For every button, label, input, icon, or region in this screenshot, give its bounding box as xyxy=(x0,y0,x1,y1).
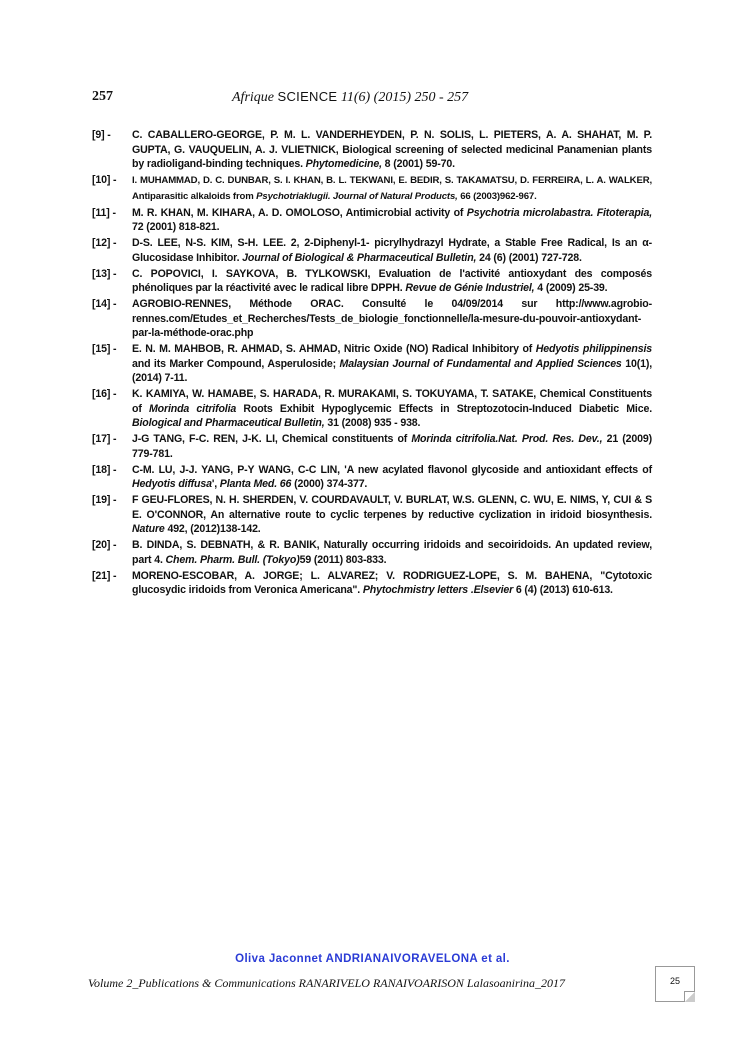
reference-italic: Chem. Pharm. Bull. (Tokyo) xyxy=(165,553,300,566)
reference-number: [18] - xyxy=(92,463,117,476)
reference-segment: C. CABALLERO-GEORGE, P. M. L. VANDERHEYDEN, P. N. SOLIS, L. PIETERS, A. A. SHAHAT, M. P. GUPTA, G. VAUQUELIN, A. J. VLIETNICK, Biological screening of selected medicinal Panamenian plants by radioligand-binding techniques. xyxy=(132,129,652,170)
reference-segment: M. R. KHAN, M. KIHARA, A. D. OMOLOSO, Antimicrobial activity of xyxy=(132,206,467,219)
reference-italic: Nature xyxy=(132,523,165,535)
reference-text xyxy=(132,538,652,567)
reference-number: [17] - xyxy=(92,433,117,445)
reference-segment: 72 (2001) 818-821. xyxy=(132,221,220,233)
reference-number: [16] - xyxy=(92,388,117,400)
reference-italic: Hedyotis philippinensis xyxy=(535,343,652,355)
reference-item xyxy=(92,538,652,567)
reference-item xyxy=(92,342,652,386)
reference-item xyxy=(92,493,652,537)
reference-segment: B. DINDA, S. DEBNATH, & R. BANIK, Naturally occurring iridoids and secoiridoids. An updated review, part 4. xyxy=(132,539,652,566)
reference-number: [15] - xyxy=(92,343,117,355)
journal-afrique: Afrique xyxy=(232,90,274,105)
reference-text xyxy=(132,432,652,461)
journal-volume: 11(6) (2015) 250 - 257 xyxy=(340,90,469,105)
reference-segment: MORENO-ESCOBAR, A. JORGE; L. ALVAREZ; V. RODRIGUEZ-LOPE, S. M. BAHENA, "Cytotoxic glucosydic iridoids from Veronica Americana". xyxy=(132,569,652,596)
reference-italic: Psychotriaklugii. Journal of Natural Products, xyxy=(256,190,458,202)
reference-segment: (2000) 374-377. xyxy=(291,478,368,490)
reference-italic: Psychotria microlabastra. Fitoterapia, xyxy=(466,206,652,219)
reference-item xyxy=(92,569,652,598)
reference-italic: Revue de Génie Industriel, xyxy=(405,282,535,294)
reference-number: [10] - xyxy=(92,174,117,186)
reference-text xyxy=(132,128,652,172)
reference-segment: 10(1), (2014) 7-11. xyxy=(132,357,652,384)
reference-item xyxy=(92,463,652,492)
reference-item xyxy=(92,387,652,431)
reference-italic: Planta Med. 66 xyxy=(219,478,292,490)
reference-italic: Morinda citrifolia.Nat. Prod. Res. Dev., xyxy=(411,433,603,445)
reference-number: [19] - xyxy=(92,494,117,506)
reference-item xyxy=(92,206,652,235)
reference-segment: C. POPOVICI, I. SAYKOVA, B. TYLKOWSKI, Evaluation de l'activité antioxydant des composés phénoliques par la réactivité avec le radical libre DPPH. xyxy=(132,267,652,294)
page-number-box xyxy=(655,966,695,1002)
reference-segment: E. N. M. MAHBOB, R. AHMAD, S. AHMAD, Nitric Oxide (NO) Radical Inhibitory of xyxy=(132,343,536,355)
reference-text xyxy=(132,206,652,235)
reference-list xyxy=(92,128,652,599)
reference-segment: 492, (2012)138-142. xyxy=(164,523,261,535)
reference-number: [21] - xyxy=(92,569,117,582)
reference-text xyxy=(132,493,652,537)
reference-item xyxy=(92,267,652,296)
reference-segment: 4 (2009) 25-39. xyxy=(534,282,608,294)
journal-science: SCIENCE xyxy=(277,89,338,104)
author-line: Oliva Jaconnet ANDRIANAIVORAVELONA et al. xyxy=(235,953,510,965)
reference-italic: Malaysian Journal of Fundamental and Applied Sciences xyxy=(339,357,622,370)
reference-italic: Phytomedicine, xyxy=(305,158,382,170)
reference-text xyxy=(132,236,652,265)
page-fold-icon xyxy=(684,991,695,1002)
reference-segment: D-S. LEE, N-S. KIM, S-H. LEE. 2, 2-Diphenyl-1- picrylhydrazyl Hydrate, a Stable Free Radical, Is an α-Glucosidase Inhibitor. xyxy=(132,237,652,264)
reference-segment: 24 (6) (2001) 727-728. xyxy=(476,251,582,264)
reference-segment: F GEU-FLORES, N. H. SHERDEN, V. COURDAVAULT, V. BURLAT, W.S. GLENN, C. WU, E. NIMS, Y, CUI & S E. O'CONNOR, An alternative route to cyclic terpenes by reductive cyclization in iridoid biosynthesis. xyxy=(132,494,652,521)
reference-text xyxy=(132,297,652,341)
reference-segment: AGROBIO-RENNES, Méthode ORAC. Consulté le 04/09/2014 sur http://www.agrobio-rennes.com/Etudes_et_Recherches/Tests_de_biologie_fonctionnelle/la-mesure-du-pouvoir-antioxydant-par-la-méthode-orac.php xyxy=(132,298,652,339)
reference-item xyxy=(92,297,652,341)
reference-item xyxy=(92,173,652,204)
reference-number: [13] - xyxy=(92,267,117,280)
reference-item xyxy=(92,236,652,265)
reference-segment: K. KAMIYA, W. HAMABE, S. HARADA, R. MURAKAMI, S. TOKUYAMA, T. SATAKE, Chemical Constituents of xyxy=(132,388,652,415)
reference-number: [9] - xyxy=(92,129,111,141)
reference-segment: ', xyxy=(211,478,220,490)
footer-text: Volume 2_Publications & Communications RANARIVELO RANAIVOARISON Lalasoanirina_2017 xyxy=(88,976,565,990)
reference-number: [20] - xyxy=(92,539,117,551)
reference-text xyxy=(132,463,652,492)
reference-segment: and its Marker Compound, Asperuloside; xyxy=(132,357,340,370)
reference-segment: 66 (2003)962-967. xyxy=(457,190,537,202)
reference-segment: J-G TANG, F-C. REN, J-K. LI, Chemical constituents of xyxy=(132,433,412,445)
reference-text xyxy=(132,342,652,386)
reference-segment: 21 (2009) 779-781. xyxy=(132,433,652,460)
reference-text xyxy=(132,267,652,296)
reference-item xyxy=(92,128,652,172)
page-number: 257 xyxy=(92,89,113,104)
reference-number: [14] - xyxy=(92,298,117,310)
reference-segment: I. MUHAMMAD, D. C. DUNBAR, S. I. KHAN, B. L. TEKWANI, E. BEDIR, S. TAKAMATSU, D. FERREIRA, L. A. WALKER, Antiparasitic alkaloids from xyxy=(132,175,652,202)
reference-segment: C-M. LU, J-J. YANG, P-Y WANG, C-C LIN, 'A new acylated flavonol glycoside and antioxidant effects of xyxy=(132,463,652,476)
reference-italic: Biological and Pharmaceutical Bulletin, xyxy=(132,417,325,429)
reference-segment: 8 (2001) 59-70. xyxy=(381,158,455,170)
reference-segment: 6 (4) (2013) 610-613. xyxy=(513,584,613,596)
reference-italic: Morinda citrifolia xyxy=(148,402,237,415)
reference-number: [11] - xyxy=(92,206,116,219)
reference-italic: Hedyotis diffusa xyxy=(132,478,212,490)
running-header xyxy=(92,89,652,111)
reference-number: [12] - xyxy=(92,237,117,249)
reference-text xyxy=(132,569,652,598)
reference-segment: 59 (2011) 803-833. xyxy=(299,553,387,566)
reference-segment: Roots Exhibit Hypoglycemic Effects in Streptozotocin-Induced Diabetic Mice. xyxy=(236,402,652,415)
reference-italic: Phytochmistry letters .Elsevier xyxy=(362,584,514,596)
reference-item xyxy=(92,432,652,461)
page-box-number: 25 xyxy=(669,976,680,986)
reference-text xyxy=(132,387,652,431)
journal-title xyxy=(232,89,468,106)
reference-italic: Journal of Biological & Pharmaceutical Bulletin, xyxy=(242,251,477,264)
reference-segment: 31 (2008) 935 - 938. xyxy=(324,417,421,429)
reference-text xyxy=(132,173,652,204)
